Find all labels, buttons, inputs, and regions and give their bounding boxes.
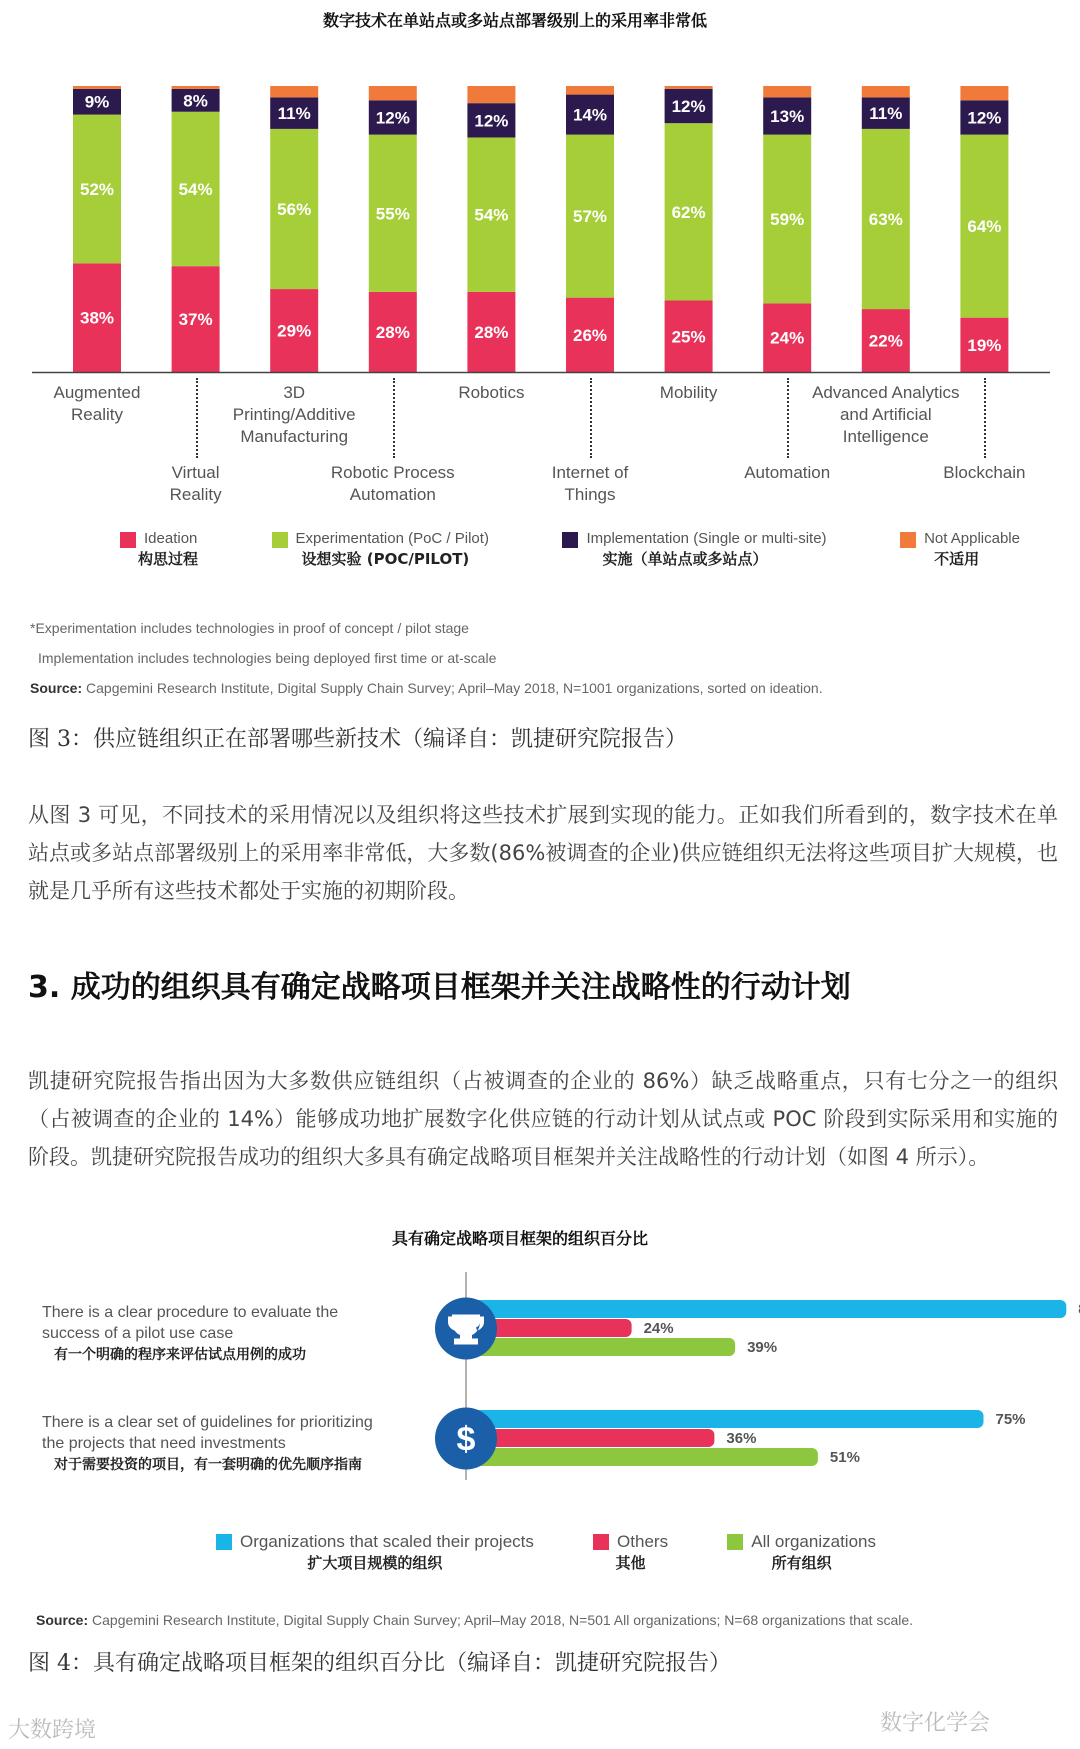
- x-tick-label-line: Blockchain: [943, 463, 1026, 482]
- dotted-leader: [590, 378, 592, 458]
- bar-value-label: 75%: [995, 1411, 1026, 1428]
- x-tick-label-line: Automation: [349, 485, 436, 504]
- paragraph-1: 从图 3 可见，不同技术的采用情况以及组织将这些技术扩展到实现的能力。正如我们所看到的，数字技术在单站点或多站点部署级别上的采用率非常低，大多数(86%被调查的企业)供应链组织无法将这些项目扩大规模，也就是几乎所有这些技术都处于实施的初期阶段。: [28, 803, 1058, 903]
- bar-value-label: 59%: [770, 209, 805, 229]
- legend-swatch-implementation: [562, 532, 578, 548]
- footnote-experimentation: *Experimentation includes technologies in proof of concept / pilot stage: [30, 620, 469, 636]
- x-tick-label: [401, 382, 581, 404]
- legend-label-cn: 所有组织: [771, 1554, 832, 1572]
- section-heading-3: 3. 成功的组织具有确定战略项目框架并关注战略性的行动计划: [28, 970, 851, 1005]
- x-tick-label: [599, 382, 779, 404]
- bar-value-label: 54%: [474, 205, 509, 225]
- bar-segment: [467, 86, 515, 103]
- bar-value-label: 24%: [643, 1320, 674, 1337]
- bar-value-label: 55%: [375, 204, 410, 224]
- legend-implementation: [562, 530, 826, 569]
- legend-label-en: Others: [617, 1532, 669, 1551]
- legend-experimentation: [272, 530, 489, 569]
- legend-label-cn: 实施（单站点或多站点）: [602, 550, 768, 568]
- source-label: Source:: [30, 680, 83, 696]
- legend-not-applicable: [900, 530, 1020, 569]
- bar: [466, 1429, 714, 1447]
- bar-value-label: 38%: [79, 308, 115, 328]
- x-tick-label-line: Augmented: [53, 383, 141, 402]
- row-label-en-line1: There is a clear procedure to evaluate the: [42, 1304, 339, 1321]
- legend-swatch-scaled: [216, 1534, 232, 1550]
- bar-value-label: 28%: [474, 322, 509, 342]
- bar-segment: [960, 86, 1008, 100]
- bar-value-label: 51%: [829, 1449, 860, 1466]
- bar-segment: [566, 86, 614, 95]
- x-tick-label: [303, 462, 483, 506]
- legend-label-cn: 其他: [615, 1554, 646, 1572]
- bar-value-label: 39%: [747, 1339, 778, 1356]
- bar-value-label: 24%: [770, 328, 805, 348]
- legend-label-en: Implementation (Single or multi-site): [586, 530, 827, 547]
- bar-value-label: 12%: [375, 108, 410, 128]
- row-label-en-line2: success of a pilot use case: [42, 1325, 234, 1342]
- bar-value-label: 62%: [671, 202, 706, 222]
- bar: [466, 1338, 735, 1356]
- legend-label-cn: 构思过程: [138, 550, 199, 568]
- row-label-en-line2: the projects that need investments: [42, 1435, 286, 1452]
- x-tick-label-line: Robotic Process: [330, 463, 455, 482]
- dotted-leader: [393, 378, 395, 458]
- bar-segment: [172, 86, 220, 89]
- legend-label-en: All organizations: [751, 1532, 876, 1551]
- x-tick-label-line: Printing/Additive: [232, 405, 356, 424]
- x-tick-label-line: Intelligence: [842, 427, 929, 446]
- legend-label-cn: 不适用: [934, 550, 980, 568]
- x-tick-label: [697, 462, 877, 484]
- legend-others: [593, 1532, 668, 1573]
- bar-value-label: 54%: [178, 179, 213, 199]
- bar-value-label: 11%: [869, 104, 903, 124]
- legend-scaled: [216, 1532, 534, 1573]
- source-text: Capgemini Research Institute, Digital Supply Chain Survey; April–May 2018, N=501 All organizations; N=68 organizations that scale.: [88, 1612, 914, 1628]
- bar-value-label: 13%: [770, 107, 805, 127]
- x-tick-label: [106, 462, 286, 506]
- bar-value-label: 64%: [967, 217, 1002, 237]
- legend-swatch-ideation: [120, 532, 136, 548]
- chart2-legend: [216, 1532, 876, 1573]
- bar-value-label: 8%: [183, 91, 208, 111]
- x-tick-label-line: Virtual: [171, 463, 220, 482]
- legend-label-en: Organizations that scaled their projects: [240, 1532, 534, 1551]
- chart1-legend: [120, 530, 1020, 569]
- legend-all: [727, 1532, 876, 1573]
- legend-label-cn: 扩大项目规模的组织: [307, 1554, 443, 1572]
- bar-value-label: 11%: [277, 104, 311, 124]
- chart2-source: [36, 1612, 1076, 1628]
- bar: [466, 1410, 984, 1428]
- bar-value-label: 25%: [671, 327, 706, 347]
- legend-label-en: Experimentation (PoC / Pilot): [295, 530, 489, 547]
- chart1-source: [30, 680, 1070, 696]
- dollar-glyph: $: [456, 1420, 476, 1459]
- footnote-implementation: Implementation includes technologies being deployed first time or at-scale: [38, 650, 497, 666]
- legend-ideation: [120, 530, 198, 569]
- horizontal-bar-chart: [0, 1270, 1080, 1490]
- dotted-leader: [984, 378, 986, 458]
- x-tick-label-line: Mobility: [659, 383, 718, 402]
- dotted-leader: [196, 378, 198, 458]
- bar-value-label: 19%: [967, 335, 1002, 355]
- bar-segment: [369, 86, 417, 100]
- bar-segment: [862, 86, 910, 97]
- bar-value-label: 12%: [671, 97, 706, 117]
- x-tick-label: [7, 382, 187, 426]
- stacked-bar-chart: [0, 40, 1080, 380]
- bar-value-label: 52%: [79, 179, 115, 199]
- x-tick-label: [500, 462, 680, 506]
- dotted-leader: [787, 378, 789, 458]
- legend-label-cn: 设想实验 (POC/PILOT): [301, 550, 470, 568]
- legend-swatch-others: [593, 1534, 609, 1550]
- bar-segment: [665, 86, 713, 89]
- chart2-title: 具有确定战略项目框架的组织百分比: [391, 1229, 648, 1248]
- bar-value-label: 9%: [84, 92, 110, 112]
- bar-segment: [73, 86, 121, 89]
- x-tick-label-line: Reality: [71, 405, 123, 424]
- x-tick-label-line: Robotics: [458, 383, 525, 402]
- figure4-caption: 图 4：具有确定战略项目框架的组织百分比（编译自：凯捷研究院报告）: [28, 1651, 731, 1676]
- bar-segment: [763, 86, 811, 97]
- watermark-left: 大数跨境: [8, 1718, 97, 1743]
- bar-value-label: 63%: [868, 209, 903, 229]
- legend-label-en: Ideation: [144, 530, 198, 547]
- legend-swatch-experimentation: [272, 532, 288, 548]
- bar-value-label: 22%: [868, 331, 903, 351]
- bar-value-label: 26%: [572, 325, 608, 345]
- bar-value-label: 36%: [726, 1430, 757, 1447]
- row-label-cn: 有一个明确的程序来评估试点用例的成功: [54, 1347, 306, 1363]
- legend-swatch-all: [727, 1534, 743, 1550]
- row-label-cn: 对于需要投资的项目，有一套明确的优先顺序指南: [54, 1457, 362, 1473]
- watermark-right: 数字化学会: [880, 1711, 991, 1736]
- row-label-en-line1: There is a clear set of guidelines for prioritizing: [42, 1414, 373, 1431]
- bar-value-label: 56%: [277, 199, 312, 219]
- x-tick-label-line: Advanced Analytics: [812, 383, 960, 402]
- bar-value-label: 12%: [967, 108, 1002, 128]
- x-tick-label-line: Reality: [169, 485, 222, 504]
- source-label: Source:: [36, 1612, 89, 1628]
- bar-segment: [270, 86, 318, 97]
- paragraph-2: 凯捷研究院报告指出因为大多数供应链组织（占被调查的企业的 86%）缺乏战略重点，只有七分之一的组织（占被调查的企业的 14%）能够成功地扩展数字化供应链的行动计划从试点或 POC 阶段到实际采用和实施的阶段。凯捷研究院报告成功的组织大多具有确定战略项目框架并关注战略性的行动计划（如图 4 所示）。: [28, 1069, 1058, 1169]
- x-tick-label-line: Automation: [744, 463, 831, 482]
- x-tick-label: [796, 382, 976, 448]
- x-tick-label-line: and Artificial: [839, 405, 932, 424]
- legend-swatch-not-applicable: [900, 532, 916, 548]
- x-tick-label-line: Manufacturing: [240, 427, 349, 446]
- bar-value-label: 37%: [178, 310, 213, 330]
- source-text: Capgemini Research Institute, Digital Supply Chain Survey; April–May 2018, N=1001 organizations, sorted on ideation.: [82, 680, 823, 696]
- bar: [466, 1448, 818, 1466]
- x-tick-label-line: Things: [564, 485, 616, 504]
- chart1-title: 数字技术在单站点或多站点部署级别上的采用率非常低: [322, 11, 707, 30]
- bar-value-label: 29%: [277, 321, 312, 341]
- legend-label-en: Not Applicable: [924, 530, 1020, 547]
- bar: [466, 1300, 1066, 1318]
- bar-value-label: 12%: [474, 111, 509, 131]
- x-tick-label-line: Internet of: [551, 463, 629, 482]
- x-tick-label: [894, 462, 1074, 484]
- figure3-caption: 图 3：供应链组织正在部署哪些新技术（编译自：凯捷研究院报告）: [28, 727, 687, 752]
- bar-value-label: 57%: [572, 207, 608, 227]
- x-tick-label-line: 3D: [283, 383, 306, 402]
- bar-value-label: 14%: [572, 105, 608, 125]
- x-tick-label: [204, 382, 384, 448]
- bar-value-label: 28%: [375, 322, 410, 342]
